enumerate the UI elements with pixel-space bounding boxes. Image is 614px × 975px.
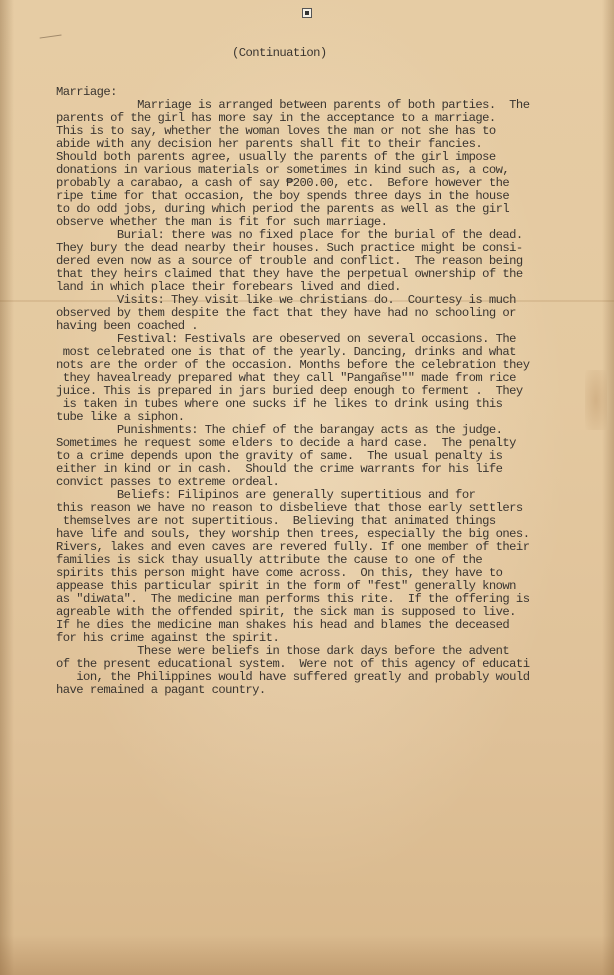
punch-hole-icon bbox=[302, 8, 312, 18]
text-line: Marriage: bbox=[56, 85, 117, 99]
text-line: dered even now as a source of trouble and conflict. The reason being bbox=[56, 254, 523, 268]
text-line: themselves are not supertitious. Believing that animated things bbox=[56, 514, 496, 528]
text-line: appease this particular spirit in the form of "fest" generally known bbox=[56, 579, 516, 593]
pencil-mark bbox=[40, 35, 63, 45]
text-line: Rivers, lakes and even caves are revered fully. If one member of their bbox=[56, 540, 530, 554]
text-line: ripe time for that occasion, the boy spends three days in the house bbox=[56, 189, 510, 203]
text-line: for his crime against the spirit. bbox=[56, 631, 280, 645]
text-line: This is to say, whether the woman loves the man or not she has to bbox=[56, 124, 496, 138]
text-line: Should both parents agree, usually the parents of the girl impose bbox=[56, 150, 496, 164]
text-line: Punishments: The chief of the barangay acts as the judge. bbox=[56, 423, 503, 437]
page-edge-right bbox=[602, 0, 614, 975]
text-line: of the present educational system. Were not of this agency of educati bbox=[56, 657, 530, 671]
text-line: If he dies the medicine man shakes his head and blames the deceased bbox=[56, 618, 510, 632]
text-line: that they heirs claimed that they have the perpetual ownership of the bbox=[56, 267, 523, 281]
text-line: ion, the Philippines would have suffered greatly and probably would bbox=[56, 670, 530, 684]
text-line: Sometimes he request some elders to decide a hard case. The penalty bbox=[56, 436, 516, 450]
page-edge-bottom bbox=[0, 935, 614, 975]
text-line: They bury the dead nearby their houses. Such practice might be consi- bbox=[56, 241, 523, 255]
text-line: observe whether the man is fit for such marriage. bbox=[56, 215, 388, 229]
text-line: Burial: there was no fixed place for the burial of the dead. bbox=[56, 228, 523, 242]
text-line: donations in various materials or sometimes in kind such as, a cow, bbox=[56, 163, 510, 177]
text-line: tube like a siphon. bbox=[56, 410, 185, 424]
text-line: probably a carabao, a cash of say ₱200.00, etc. Before however the bbox=[56, 176, 510, 190]
document-title: (Continuation) bbox=[232, 46, 327, 60]
text-line: they havealready prepared what they call "Pangañse"" made from rice bbox=[56, 371, 516, 385]
text-line: land in which place their forebears lived and died. bbox=[56, 280, 401, 294]
text-line: Visits: They visit like we christians do. Courtesy is much bbox=[56, 293, 516, 307]
text-line: observed by them despite the fact that they have had no schooling or bbox=[56, 306, 516, 320]
text-line: have remained a pagant country. bbox=[56, 683, 266, 697]
text-line: Marriage is arranged between parents of both parties. The bbox=[56, 98, 530, 112]
text-line: abide with any decision her parents shall fit to their fancies. bbox=[56, 137, 483, 151]
text-line: to do odd jobs, during which period the parents as well as the girl bbox=[56, 202, 510, 216]
text-line: families is sick thay usually attribute the cause to one of the bbox=[56, 553, 483, 567]
text-line: have life and souls, they worship then trees, especially the big ones. bbox=[56, 527, 530, 541]
text-line: either in kind or in cash. Should the crime warrants for his life bbox=[56, 462, 503, 476]
text-line: These were beliefs in those dark days before the advent bbox=[56, 644, 510, 658]
page-edge-left bbox=[0, 0, 14, 975]
text-line: Beliefs: Filipinos are generally supertitious and for bbox=[56, 488, 476, 502]
text-line: as "diwata". The medicine man performs this rite. If the offering is bbox=[56, 592, 530, 606]
text-line: juice. This is prepared in jars buried deep enough to ferment . They bbox=[56, 384, 523, 398]
text-line: nots are the order of the occasion. Months before the celebration they bbox=[56, 358, 530, 372]
paper-stain bbox=[585, 370, 607, 430]
text-line: Festival: Festivals are obeserved on several occasions. The bbox=[56, 332, 516, 346]
text-line: to a crime depends upon the gravity of same. The usual penalty is bbox=[56, 449, 503, 463]
text-line: agreable with the offended spirit, the sick man is supposed to live. bbox=[56, 605, 516, 619]
text-line: this reason we have no reason to disbelieve that those early settlers bbox=[56, 501, 523, 515]
text-line: parents of the girl has more say in the acceptance to a marriage. bbox=[56, 111, 496, 125]
text-line: having been coached . bbox=[56, 319, 199, 333]
text-line: convict passes to extreme ordeal. bbox=[56, 475, 280, 489]
text-line: most celebrated one is that of the yearly. Dancing, drinks and what bbox=[56, 345, 516, 359]
text-line: is taken in tubes where one sucks if he likes to drink using this bbox=[56, 397, 503, 411]
text-line: spirits this person might have come across. On this, they have to bbox=[56, 566, 503, 580]
